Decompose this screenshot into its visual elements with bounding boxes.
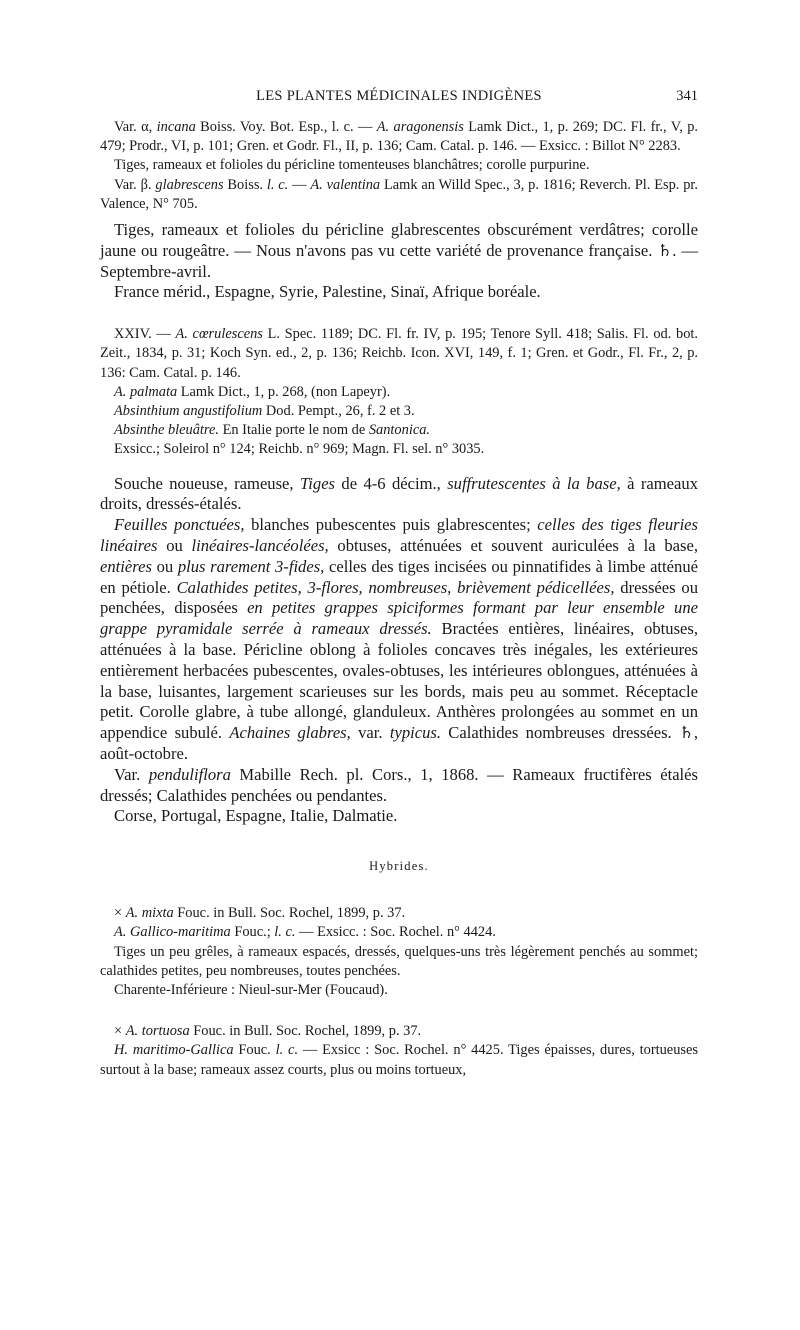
- variety-penduliflora: Var. penduliflora Mabille Rech. pl. Cors., 1, 1868. — Rameaux fructifères étalés dressés; Calathides penchées ou pendantes.: [100, 764, 698, 805]
- distribution-2: Corse, Portugal, Espagne, Italie, Dalmatie.: [114, 806, 398, 826]
- variety-beta-citation: Var. β. glabrescens Boiss. l. c. — A. valentina Lamk an Willd Spec., 3, p. 1816; Reverch. Pl. Esp. pr. Valence, N° 705.: [100, 176, 699, 212]
- page-title: LES PLANTES MÉDICINALES INDIGÈNES: [256, 88, 542, 104]
- common-name: Absinthe bleuâtre. En Italie porte le nom de Santonica.: [114, 422, 430, 439]
- running-header: [100, 88, 698, 110]
- page-number: 341: [676, 88, 698, 104]
- hybrid-mixta-locality: Charente-Inférieure : Nieul-sur-Mer (Foucaud).: [114, 981, 388, 998]
- hybrid-mixta-citation: × A. mixta Fouc. in Bull. Soc. Rochel, 1899, p. 37.: [114, 905, 406, 922]
- variety-beta-description: Tiges, rameaux et folioles du péricline glabrescentes obscurément verdâtres; corolle jaune ou rougeâtre. — Nous n'avons pas vu cette variété de provenance française. ♄. — Septembre-avril.: [100, 220, 698, 281]
- page-body: [100, 118, 698, 1080]
- distribution-1: France mérid., Espagne, Syrie, Palestine, Sinaï, Afrique boréale.: [114, 282, 541, 302]
- hybrid-mixta-synonym: A. Gallico-maritima Fouc.; l. c. — Exsicc. : Soc. Rochel. n° 4424.: [114, 924, 496, 941]
- description-feuilles: Feuilles ponctuées, blanches pubescentes puis glabrescentes; celles des tiges fleuries linéaires ou linéaires-lancéolées, obtuses, atténuées et souvent auriculées à la base, entières ou plus rarement 3-fides, celles des tiges incisées ou pinnatifides à limbe atténué en pétiole. Calathides petites, 3-flores, nombreuses, brièvement pédicellées, dressées ou penchées, disposées en petites grappes spiciformes formant par leur ensemble une grappe pyramidale serrée à rameaux dressés. Bractées entières, linéaires, obtuses, atténuées à la base. Péricline oblong à folioles concaves très inégales, les extérieures entièrement herbacées pubescentes, ovales-obtuses, les intérieures oblongues, atténuées à la base, luisantes, largement scarieuses sur les bords, mais peu au sommet. Réceptacle petit. Corolle glabre, à tube allongé, glanduleux. Anthères prolongées au sommet en un appendice subulé. Achaines glabres, var. typicus. Calathides nombreuses dressées. ♄, août-octobre.: [100, 515, 699, 763]
- synonym-palmata: A. palmata Lamk Dict., 1, p. 268, (non Lapeyr).: [114, 383, 391, 400]
- variety-alpha-citation: Var. α, incana Boiss. Voy. Bot. Esp., l. c. — A. aragonensis Lamk Dict., 1, p. 269; DC. Fl. fr., V, p. 479; Prodr., VI, p. 101; Gren. et Godr. Fl., II, p. 136; Cam. Catal. p. 146. — Exsicc. : Billot N° 2283.: [100, 119, 698, 155]
- description-souche: Souche noueuse, rameuse, Tiges de 4-6 décim., suffrutescentes à la base, à rameaux droits, dressés-étalés.: [100, 473, 699, 514]
- section-heading-hybrides: Hybrides.: [369, 859, 429, 874]
- species-xxiv-citation: XXIV. — A. cœrulescens L. Spec. 1189; DC. Fl. fr. IV, p. 195; Tenore Syll. 418; Salis. Fl. od. bot. Zeit., 1834, p. 31; Koch Syn. ed., 2, p. 136; Reichb. Icon. XVI, 149, f. 1; Gren. et Godr., Fl. Fr., 2, p. 136: Cam. Catal. p. 146.: [100, 326, 698, 381]
- hybrid-tortuosa-description: H. maritimo-Gallica Fouc. l. c. — Exsicc : Soc. Rochel. n° 4425. Tiges épaisses, dures, tortueuses surtout à la base; rameaux assez courts, plus ou moins tortueux,: [100, 1042, 698, 1078]
- synonym-absinthium: Absinthium angustifolium Dod. Pempt., 26, f. 2 et 3.: [114, 403, 415, 420]
- exsiccatae: Exsicc.; Soleirol n° 124; Reichb. n° 969; Magn. Fl. sel. n° 3035.: [114, 441, 485, 458]
- variety-alpha-description: Tiges, rameaux et folioles du péricline tomenteuses blanchâtres; corolle purpurine.: [114, 157, 590, 174]
- hybrid-mixta-description: Tiges un peu grêles, à rameaux espacés, dressés, quelques-uns très légèrement penchés au sommet; calathides petites, peu nombreuses, toutes penchées.: [100, 943, 698, 979]
- hybrid-tortuosa-citation: × A. tortuosa Fouc. in Bull. Soc. Rochel, 1899, p. 37.: [114, 1023, 422, 1040]
